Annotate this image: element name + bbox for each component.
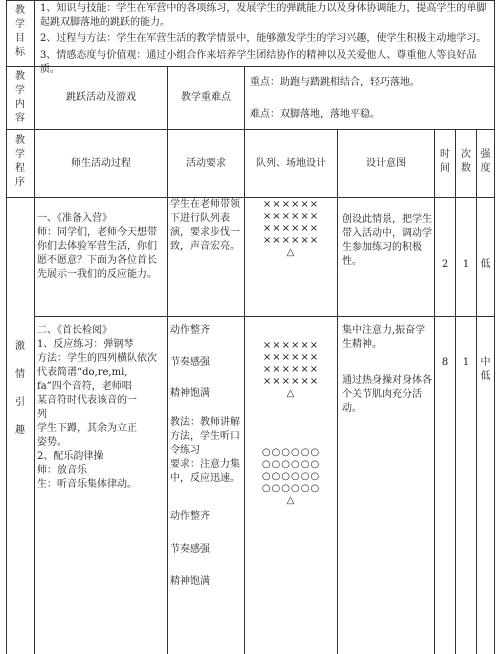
procedure-header: 教 学 程 序 xyxy=(15,135,25,188)
time-header: 时 间 xyxy=(440,149,450,174)
row2-req-e: 动作整齐 xyxy=(170,511,210,522)
row1-intent: 创设此情景，把学生带入活动中，调动学生参加练习的积极性。 xyxy=(342,214,432,267)
objective-item: 3、情感态度与价值观：通过小组合作来培养学生团结协作的精神以及关爱他人、尊重他人等良好品质。 xyxy=(40,50,477,75)
row2-req-d: 教法：教师讲解方法，学生听口令练习 要求：注意力集中，反应迅速。 xyxy=(170,417,240,484)
key-points-label: 教学重难点 xyxy=(181,92,231,103)
table-border-left xyxy=(6,0,7,654)
table-border-right xyxy=(494,0,495,654)
count-header: 次 数 xyxy=(461,149,471,174)
row1-intensity: 低 xyxy=(480,259,491,270)
intensity-header: 强 度 xyxy=(480,149,491,174)
objective-item: 2、过程与方法：学生在军营生活的教学情景中，能够激发学生的学习兴趣，使学生积极主动地学习。 xyxy=(40,33,487,44)
row1-count: 1 xyxy=(462,259,470,270)
row2-activity: 二、《首长检阅》 1、反应练习：弹钢琴 方法：学生的四列横队依次 代表简谱“do,re,mi, fa”四个音符，老师唱 某音符时代表该音的一 列 学生下蹲，其余为立正 姿势。 2、配乐韵律操 师：放音乐 生：听音乐集体律动。 xyxy=(37,325,157,490)
objective-item: 1、知识与技能：学生在军营中的各项练习，发展学生的弹跳能力以及身体协调能力，提高学生的单脚起跳双脚落地的跳跃的能力。 xyxy=(40,3,487,28)
row2-intent-b: 通过热身操对身体各个关节肌肉充分活动。 xyxy=(342,375,432,414)
phase-label: 激 情 引 趣 xyxy=(15,341,25,436)
row1-activity: 一、《准备入营》 师：同学们，老师今天想带你们去体验军营生活，你们愿不愿意？下面为各位首长先展示一我们的反应能力。 xyxy=(37,213,157,280)
content-value: 跳跃活动及游戏 xyxy=(66,92,136,103)
col-divider xyxy=(455,129,456,654)
difficulty: 难点：双脚落地，落地平稳。 xyxy=(250,109,380,120)
row2-req-f: 节奏感强 xyxy=(170,544,210,555)
row1-formation: ×××××× ×××××× ×××××× ×××××× △ xyxy=(262,199,320,258)
row2-count: 1 xyxy=(462,357,470,368)
col-divider xyxy=(434,129,435,654)
row2-formation-b: ○○○○○○ ○○○○○○ ○○○○○○ ○○○○○○ △ xyxy=(261,447,321,506)
requirement-header: 活动要求 xyxy=(186,157,226,169)
activity-header: 师生活动过程 xyxy=(71,157,131,169)
row2-intent-a: 集中注意力,振奋学生精神。 xyxy=(342,325,426,350)
row2-req-a: 动作整齐 xyxy=(170,325,210,336)
col-divider xyxy=(337,129,338,654)
row-divider xyxy=(34,316,495,317)
row2-req-g: 精神饱满 xyxy=(170,576,210,587)
key-point: 重点：助跑与踏跳相结合，轻巧落地。 xyxy=(250,77,420,88)
content-label: 教 学 内 容 xyxy=(15,71,25,124)
row2-intensity: 中 低 xyxy=(480,357,491,382)
objectives-label: 教 学 目 标 xyxy=(15,5,25,58)
row1-requirement: 学生在老师带领下进行队列表演，要求步伐一致，声音宏亮。 xyxy=(170,199,240,252)
col-divider xyxy=(476,129,477,654)
table-border-top xyxy=(6,0,495,1)
intent-header: 设计意图 xyxy=(366,157,406,169)
row2-time: 8 xyxy=(441,357,449,368)
row2-req-c: 精神饱满 xyxy=(170,388,210,399)
row1-time: 2 xyxy=(441,259,449,270)
row2-formation-a: ×××××× ×××××× ×××××× ×××××× △ xyxy=(262,340,320,399)
formation-header: 队列、场地设计 xyxy=(256,157,326,169)
row2-req-b: 节奏感强 xyxy=(170,357,210,368)
row-divider xyxy=(6,197,495,198)
